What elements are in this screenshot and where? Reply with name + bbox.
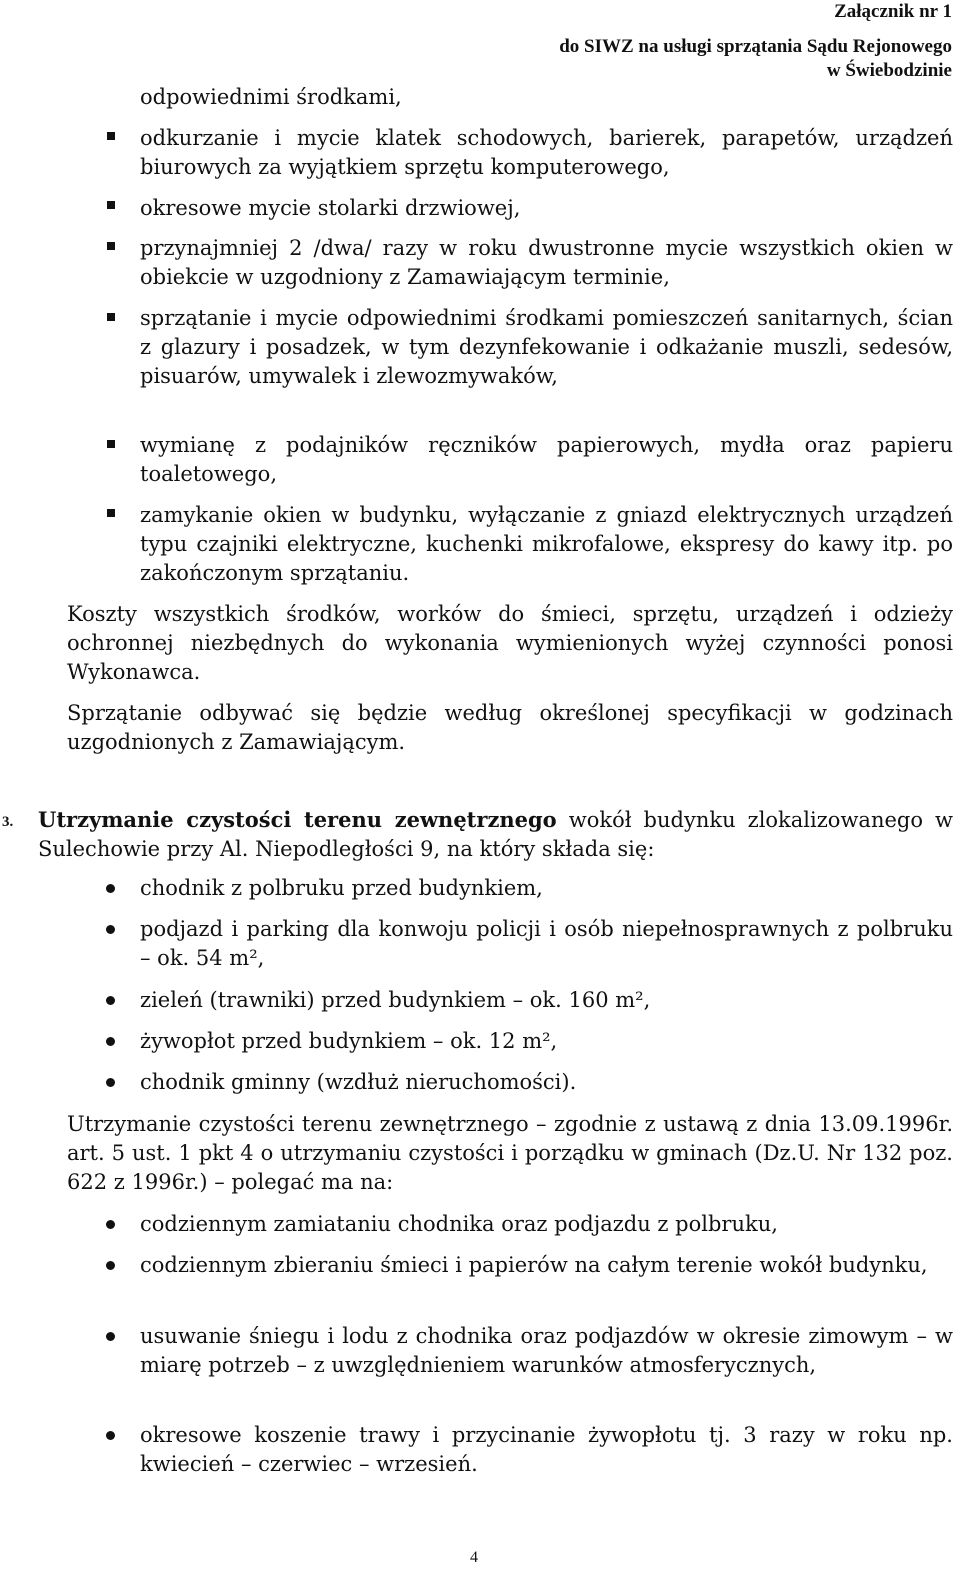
header-line-1: do SIWZ na usługi sprzątania Sądu Rejonowego [559,36,952,57]
header-line-2: w Świebodzinie [826,60,952,81]
round-bullet-icon [106,1261,115,1270]
square-bullet-icon [107,132,115,140]
section-number: 3. [2,814,14,830]
section-title-rest: wokół budynku zlokalizowanego w Sulechowie przy Al. Niepodległości 9, na który składa się: [38,808,953,861]
round-bullet-icon [106,1078,115,1087]
page-number: 4 [470,1549,478,1566]
list-item: odkurzanie i mycie klatek schodowych, barierek, parapetów, urządzeń biurowych za wyjątkiem sprzętu komputerowego, [140,126,953,179]
list-item: chodnik z polbruku przed budynkiem, [140,876,543,900]
square-bullet-icon [107,509,115,517]
round-bullet-icon [106,996,115,1005]
list-item: przynajmniej 2 /dwa/ razy w roku dwustronne mycie wszystkich okien w obiekcie w uzgodniony z Zamawiającym terminie, [140,236,953,289]
list-item: usuwanie śniegu i lodu z chodnika oraz podjazdów w okresie zimowym – w miarę potrzeb – z uwzględnieniem warunków atmosferycznych, [140,1324,953,1377]
section-title-bold: Utrzymanie czystości terenu zewnętrznego [38,807,557,832]
section-heading [38,805,953,864]
round-bullet-icon [106,1037,115,1046]
list-item: podjazd i parking dla konwoju policji i osób niepełnosprawnych z polbruku – ok. 54 m², [140,917,953,970]
square-bullet-icon [107,440,115,448]
attachment-label: Załącznik nr 1 [834,1,952,22]
round-bullet-icon [106,1220,115,1229]
list-item: zieleń (trawniki) przed budynkiem – ok. 160 m², [140,988,651,1012]
round-bullet-icon [106,925,115,934]
list-item: sprzątanie i mycie odpowiednimi środkami pomieszczeń sanitarnych, ścian z glazury i posadzek, w tym dezynfekowanie i odkażanie muszli, sedesów, pisuarów, umywalek i zlewozmywaków, [140,306,953,388]
law-paragraph: Utrzymanie czystości terenu zewnętrznego – zgodnie z ustawą z dnia 13.09.1996r. art. 5 ust. 1 pkt 4 o utrzymaniu czystości i porządku w gminach (Dz.U. Nr 132 poz. 622 z 1996r.) – polegać ma na: [67,1112,953,1194]
intro-text: odpowiednimi środkami, [140,85,402,109]
list-item: żywopłot przed budynkiem – ok. 12 m², [140,1029,558,1053]
square-bullet-icon [107,201,115,209]
list-item: zamykanie okien w budynku, wyłączanie z gniazd elektrycznych urządzeń typu czajniki elektryczne, kuchenki mikrofalowe, ekspresy do kawy itp. po zakończonym sprzątaniu. [140,503,953,585]
list-item: okresowe mycie stolarki drzwiowej, [140,196,521,220]
list-item: okresowe koszenie trawy i przycinanie żywopłotu tj. 3 razy w roku np. kwiecień – czerwiec – wrzesień. [140,1423,953,1476]
list-item: codziennym zamiataniu chodnika oraz podjazdu z polbruku, [140,1212,778,1236]
list-item: codziennym zbieraniu śmieci i papierów na całym terenie wokół budynku, [140,1253,928,1277]
round-bullet-icon [106,1332,115,1341]
round-bullet-icon [106,884,115,893]
list-item: wymianę z podajników ręczników papierowych, mydła oraz papieru toaletowego, [140,433,953,486]
round-bullet-icon [106,1431,115,1440]
schedule-paragraph: Sprzątanie odbywać się będzie według określonej specyfikacji w godzinach uzgodnionych z Zamawiającym. [67,701,953,754]
square-bullet-icon [107,242,115,250]
costs-paragraph: Koszty wszystkich środków, worków do śmieci, sprzętu, urządzeń i odzieży ochronnej niezbędnych do wykonania wymienionych wyżej czynności ponosi Wykonawca. [67,602,953,684]
list-item: chodnik gminny (wzdłuż nieruchomości). [140,1070,577,1094]
square-bullet-icon [107,313,115,321]
